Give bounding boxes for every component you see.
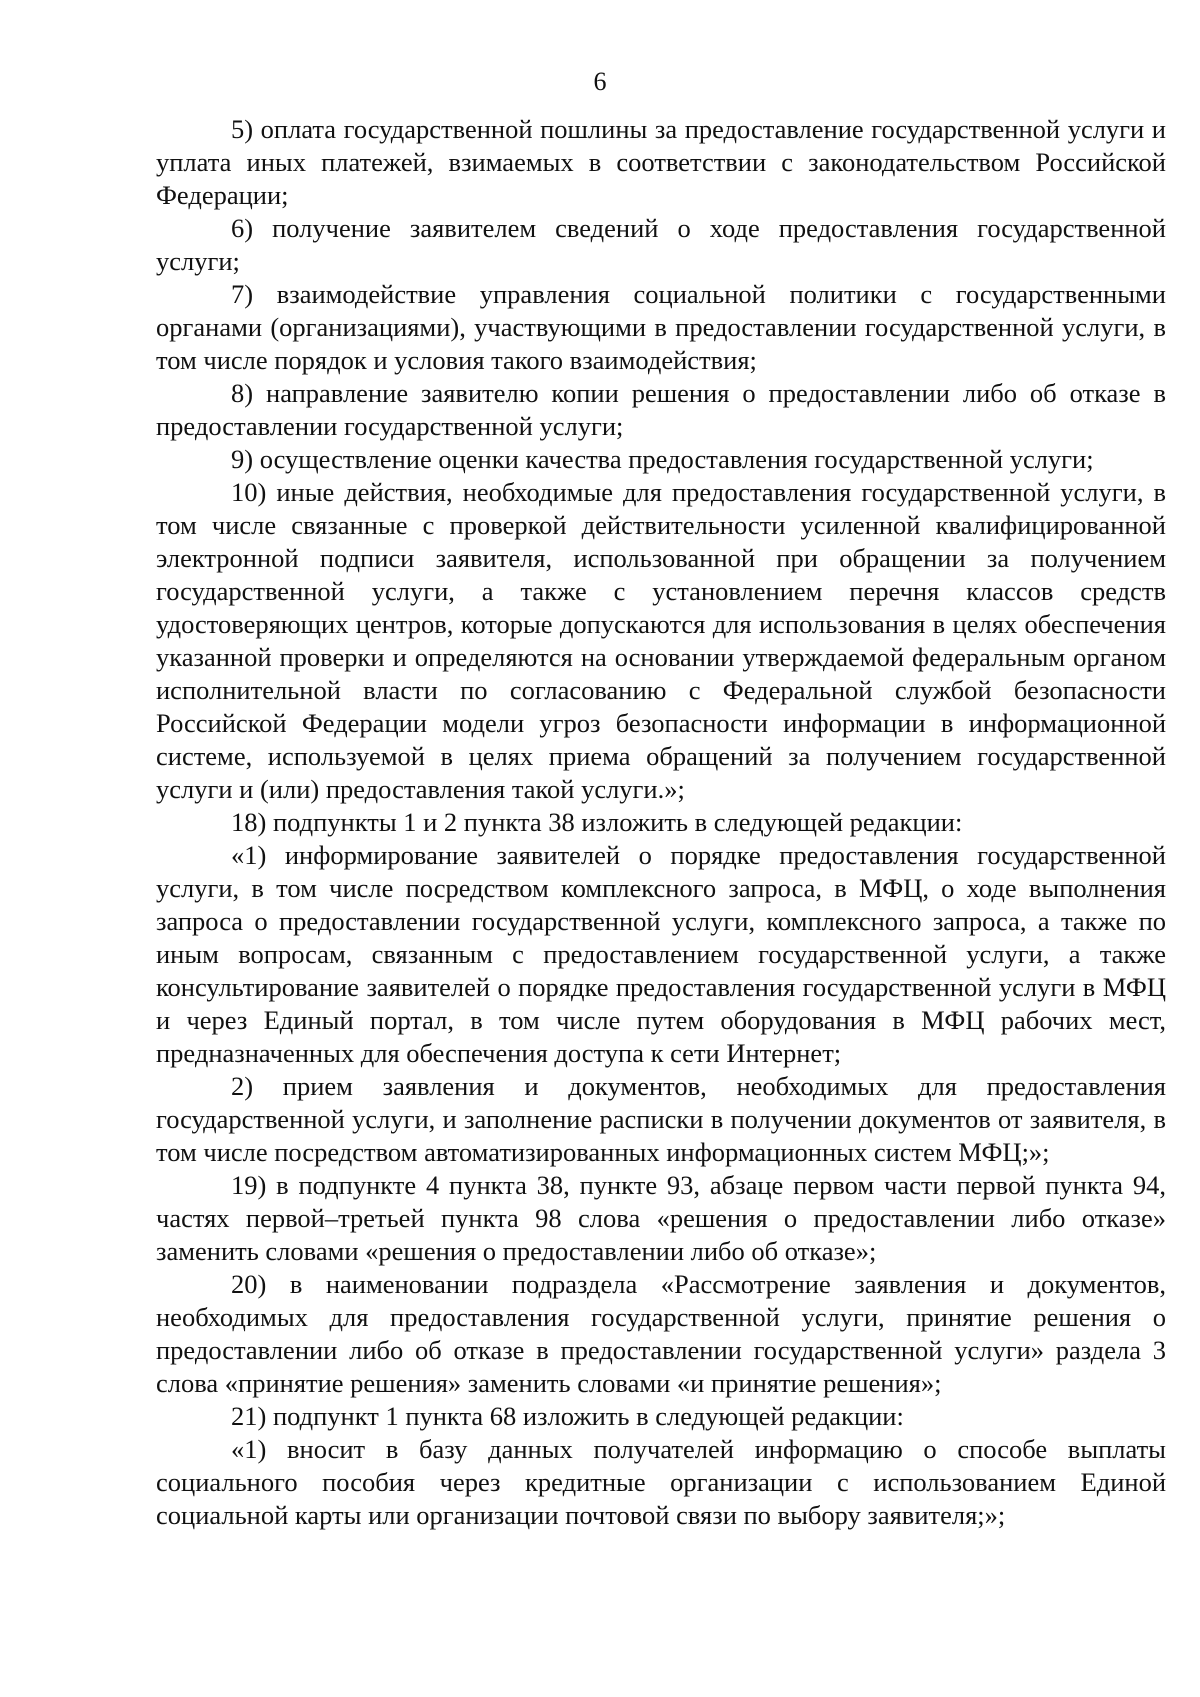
paragraph-item-8: 8) направление заявителю копии решения о предоставлении либо об отказе в предоставлении государственной услуги; xyxy=(156,378,1166,441)
paragraph-item-10: 10) иные действия, необходимые для предоставления государственной услуги, в том числе связанные с проверкой действительности усиленной квалифицированной электронной подписи заявителя, использованной при обращении за получением государственной услуги, а также с установлением перечня классов средств удостоверяющих центров, которые допускаются для использования в целях обеспечения указанной проверки и определяются на основании утверждаемой федеральным органом исполнительной власти по согласованию с Федеральной службой безопасности Российской Федерации модели угроз безопасности информации в информационной системе, используемой в целях приема обращений за получением государственной услуги и (или) предоставления такой услуги.»; xyxy=(156,477,1166,804)
paragraph-amendment-18: 18) подпункты 1 и 2 пункта 38 изложить в следующей редакции: xyxy=(231,807,963,837)
paragraph-amendment-20: 20) в наименовании подраздела «Рассмотрение заявления и документов, необходимых для предоставления государственной услуги, принятие решения о предоставлении либо об отказе в предоставлении государственной услуги» раздела 3 слова «принятие решения» заменить словами «и принятие решения»; xyxy=(156,1269,1166,1398)
paragraph-amendment-19: 19) в подпункте 4 пункта 38, пункте 93, абзаце первом части первой пункта 94, частях первой–третьей пункта 98 слова «решения о предоставлении либо отказе» заменить словами «решения о предоставлении либо об отказе»; xyxy=(156,1170,1166,1266)
paragraph-item-5: 5) оплата государственной пошлины за предоставление государственной услуги и уплата иных платежей, взимаемых в соответствии с законодательством Российской Федерации; xyxy=(156,114,1166,210)
document-body xyxy=(156,113,1166,1532)
paragraph-item-9: 9) осуществление оценки качества предоставления государственной услуги; xyxy=(231,444,1094,474)
paragraph-item-6: 6) получение заявителем сведений о ходе предоставления государственной услуги; xyxy=(156,213,1166,276)
paragraph-amendment-21: 21) подпункт 1 пункта 68 изложить в следующей редакции: xyxy=(231,1401,904,1431)
paragraph-item-7: 7) взаимодействие управления социальной политики с государственными органами (организациями), участвующими в предоставлении государственной услуги, в том числе порядок и условия такого взаимодействия; xyxy=(156,279,1166,375)
paragraph-quote-68-1: «1) вносит в базу данных получателей информацию о способе выплаты социального пособия через кредитные организации с использованием Единой социальной карты или организации почтовой связи по выбору заявителя;»; xyxy=(156,1434,1166,1530)
paragraph-quote-1: «1) информирование заявителей о порядке предоставления государственной услуги, в том числе посредством комплексного запроса, в МФЦ, о ходе выполнения запроса о предоставлении государственной услуги, комплексного запроса, а также по иным вопросам, связанным с предоставлением государственной услуги, а также консультирование заявителей о порядке предоставления государственной услуги в МФЦ и через Единый портал, в том числе путем оборудования в МФЦ рабочих мест, предназначенных для обеспечения доступа к сети Интернет; xyxy=(156,840,1166,1068)
page-number: 6 xyxy=(593,67,607,96)
paragraph-quote-2: 2) прием заявления и документов, необходимых для предоставления государственной услуги, и заполнение расписки в получении документов от заявителя, в том числе посредством автоматизированных информационных систем МФЦ;»; xyxy=(156,1071,1166,1167)
